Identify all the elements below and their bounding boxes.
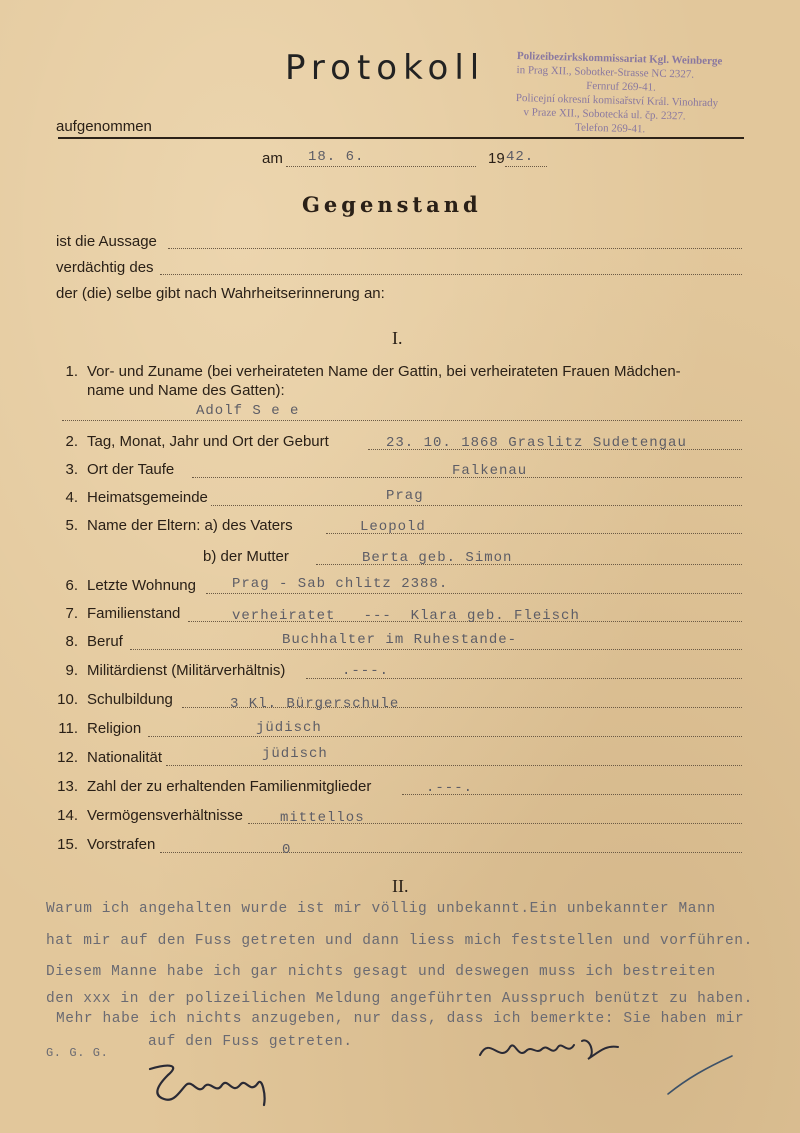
pen-mark (660, 1050, 740, 1100)
item-10-value: 3 Kl. Bürgerschule (230, 696, 400, 712)
intro-text: der (die) selbe gibt nach Wahrheitserinnerung an: (56, 285, 385, 302)
item-14-number: 14. (57, 807, 78, 824)
item-5a-label: Name der Eltern: a) des Vaters (87, 517, 293, 534)
stamp-line-5: v Praze XII., Sobotecká ul. čp. 2327. (523, 106, 686, 123)
date-year-suffix: 42. (506, 149, 535, 165)
section-2-heading: II. (392, 876, 409, 896)
item-5-number: 5. (65, 517, 78, 534)
item-4-label: Heimatsgemeinde (87, 489, 208, 506)
date-day-month: 18. 6. (308, 149, 365, 165)
item-4-dots (211, 505, 742, 506)
item-14-value: mittellos (280, 810, 365, 826)
item-9-label: Militärdienst (Militärverhältnis) (87, 662, 286, 679)
item-3-label: Ort der Taufe (87, 461, 175, 478)
item-10-label: Schulbildung (87, 691, 173, 708)
aussage-label: ist die Aussage (56, 233, 157, 250)
gegenstand-heading: Gegenstand (302, 192, 482, 217)
item-15-number: 15. (57, 836, 78, 853)
date-dots (286, 166, 476, 167)
item-15-dots (160, 852, 742, 853)
stamp-line-4: Policejní okresní komisařství Král. Vinohrady (515, 91, 719, 110)
item-5b-label: b) der Mutter (203, 548, 289, 565)
item-11-label: Religion (87, 720, 142, 737)
item-8-label: Beruf (87, 633, 123, 650)
item-8-dots (130, 649, 742, 650)
item-4-number: 4. (65, 489, 78, 506)
item-12-dots (166, 765, 742, 766)
stamp-line-1: Polizeibezirkskommissariat Kgl. Weinberge (516, 50, 723, 68)
item-8-number: 8. (65, 633, 78, 650)
statement-line-2: hat mir auf den Fuss getreten und dann liess mich feststellen und vorführen. (46, 933, 753, 949)
item-12-number: 12. (57, 749, 78, 766)
page-title: Protokoll (285, 48, 486, 88)
aussage-dots (168, 248, 742, 249)
item-12-label: Nationalität (87, 749, 163, 766)
item-12-value: jüdisch (262, 746, 328, 762)
verdaechtig-dots (160, 274, 742, 275)
verdaechtig-label: verdächtig des (56, 259, 154, 276)
statement-line-5: Mehr habe ich nichts anzugeben, nur dass, dass ich bemerkte: Sie haben mir (56, 1011, 745, 1027)
aufgenommen-label: aufgenommen (56, 118, 152, 135)
stamp-line-3: Fernruf 269-41. (586, 79, 656, 94)
stamp-line-2: in Prag XII., Sobotker-Strasse NC 2327. (516, 63, 695, 81)
item-11-number: 11. (58, 720, 78, 737)
item-9-number: 9. (65, 662, 78, 679)
item-4-value: Prag (386, 488, 424, 504)
item-5b-value: Berta geb. Simon (362, 550, 513, 566)
item-6-dots (206, 593, 742, 594)
item-2-label: Tag, Monat, Jahr und Ort der Geburt (87, 433, 329, 450)
stamp-line-6: Telefon 269-41. (574, 121, 646, 136)
signature-subject (470, 1025, 630, 1075)
item-13-value: .---. (426, 780, 474, 796)
header-rule (58, 137, 744, 139)
item-3-value: Falkenau (452, 463, 528, 479)
item-6-label: Letzte Wohnung (87, 577, 196, 594)
item-8-value: Buchhalter im Ruhestande- (282, 632, 518, 648)
item-13-number: 13. (57, 778, 78, 795)
item-15-value: 0 (282, 842, 292, 858)
statement-line-4: den xxx in der polizeilichen Meldung angeführten Ausspruch benützt zu haben. (46, 991, 753, 1007)
ggg-mark: G. G. G. (46, 1046, 109, 1060)
statement-line-1: Warum ich angehalten wurde ist mir völlig unbekannt.Ein unbekannter Mann (46, 901, 716, 917)
item-1-label: Vor- und Zuname (bei verheirateten Name der Gattin, bei verheirateten Frauen Mädchen- (87, 363, 681, 380)
statement-line-6: auf den Fuss getreten. (148, 1034, 353, 1050)
item-14-label: Vermögensverhältnisse (87, 807, 243, 824)
item-7-number: 7. (65, 605, 78, 622)
item-2-number: 2. (65, 433, 78, 450)
item-11-dots (148, 736, 742, 737)
date-year-prefix: 19 (488, 150, 505, 167)
item-1-number: 1. (65, 363, 78, 380)
item-1-dots (62, 420, 742, 421)
item-6-value: Prag - Sab chlitz 2388. (232, 576, 449, 592)
signature-officer (140, 1055, 280, 1115)
item-7-label: Familienstand (87, 605, 181, 622)
item-3-number: 3. (65, 461, 78, 478)
item-7-value: verheiratet --- Klara geb. Fleisch (232, 608, 580, 624)
item-11-value: jüdisch (256, 720, 322, 736)
item-2-value: 23. 10. 1868 Graslitz Sudetengau (386, 435, 687, 451)
item-9-value: .---. (342, 663, 390, 679)
item-1-label-cont: name und Name des Gatten): (87, 382, 285, 399)
police-stamp (515, 49, 747, 139)
item-13-label: Zahl der zu erhaltenden Familienmitglieder (87, 778, 372, 795)
year-dots (505, 166, 547, 167)
item-15-label: Vorstrafen (87, 836, 156, 853)
section-1-heading: I. (392, 328, 403, 348)
item-6-number: 6. (65, 577, 78, 594)
date-am-label: am (262, 150, 283, 167)
statement-line-3: Diesem Manne habe ich gar nichts gesagt und deswegen muss ich bestreiten (46, 964, 716, 980)
item-10-number: 10. (57, 691, 78, 708)
item-5a-value: Leopold (360, 519, 426, 535)
item-1-value: Adolf S e e (196, 403, 300, 419)
